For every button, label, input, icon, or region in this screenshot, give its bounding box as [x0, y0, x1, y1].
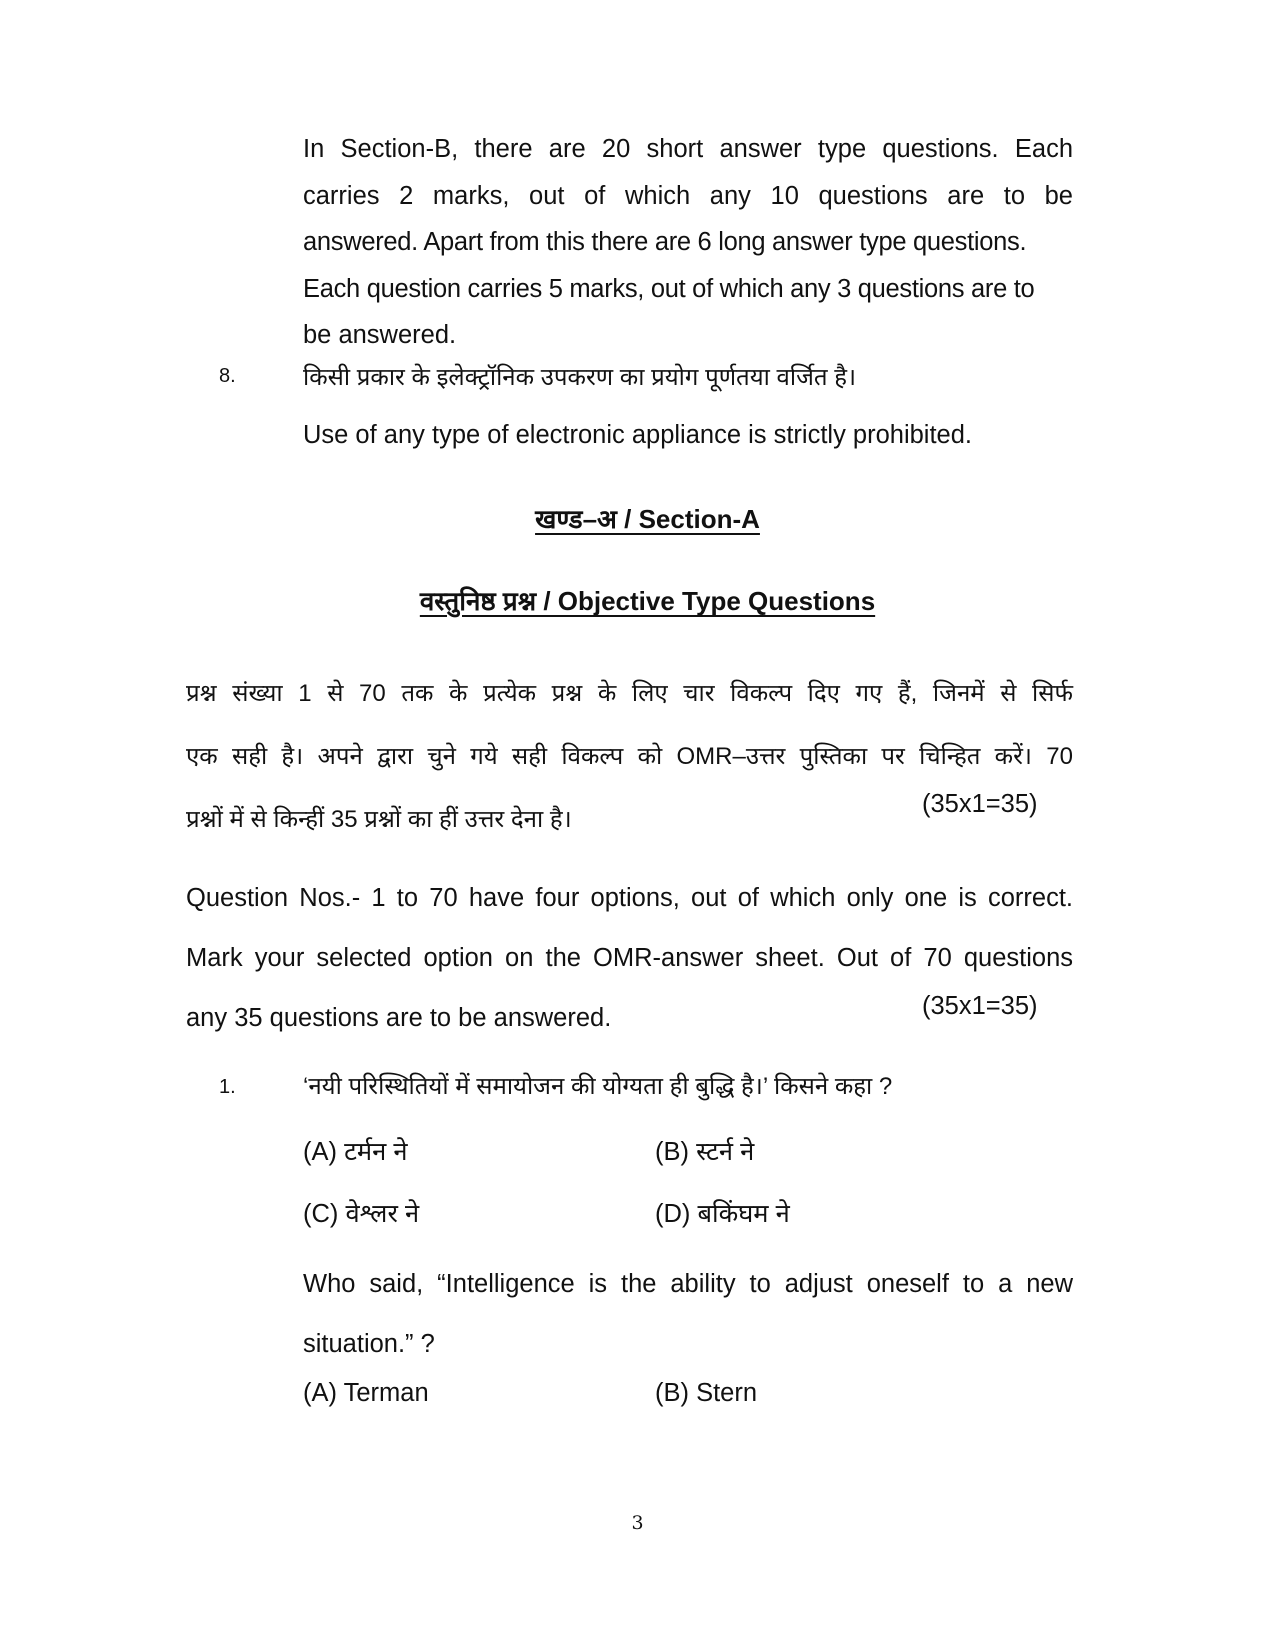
section-heading — [0, 500, 1275, 536]
english-instructions — [186, 868, 1073, 1048]
section-b-note-line: carries 2 marks, out of which any 10 questions are to be — [303, 181, 1073, 210]
section-b-note-line: Each question carries 5 marks, out of which any 3 questions are to — [303, 274, 1035, 303]
question-1-english-line: Who said, “Intelligence is the ability to adjust oneself to a new — [303, 1270, 1073, 1298]
instruction-8-hindi: किसी प्रकार के इलेक्ट्रॉनिक उपकरण का प्रयोग पूर्णतया वर्जित है। — [303, 364, 857, 391]
question-1-hindi: ‘नयी परिस्थितियों में समायोजन की योग्यता ही बुद्धि है।’ किसने कहा ? — [303, 1073, 893, 1100]
english-instruction-line: any 35 questions are to be answered. — [186, 1004, 612, 1032]
question-1-english-line: situation.” ? — [303, 1330, 435, 1358]
option-b-english: (B) Stern — [655, 1379, 758, 1407]
hindi-instructions-marks: (35x1=35) — [922, 790, 1038, 818]
english-instructions-marks: (35x1=35) — [922, 992, 1038, 1020]
page-number: 3 — [631, 1512, 644, 1534]
objective-heading — [0, 582, 1275, 618]
section-b-note-line: answered. Apart from this there are 6 long answer type questions. — [303, 228, 1027, 256]
question-number: 1. — [219, 1076, 236, 1098]
hindi-instruction-line: एक सही है। अपने द्वारा चुने गये सही विकल्प को OMR–उत्तर पुस्तिका पर चिन्हित करें। 70 — [186, 743, 1073, 770]
instruction-number: 8. — [219, 365, 236, 387]
english-instruction-line: Mark your selected option on the OMR-answer sheet. Out of 70 questions — [186, 944, 1073, 972]
english-instruction-line: Question Nos.- 1 to 70 have four options, out of which only one is correct. — [186, 884, 1073, 912]
option-b-hindi: (B) स्टर्न ने — [655, 1138, 755, 1166]
question-1-english — [303, 1254, 1073, 1374]
objective-heading-text: वस्तुनिष्ठ प्रश्न / Objective Type Questions — [419, 586, 876, 616]
instruction-8-english: Use of any type of electronic appliance is strictly prohibited. — [303, 421, 973, 449]
hindi-instruction-line: प्रश्नों में से किन्हीं 35 प्रश्नों का हीं उत्तर देना है। — [186, 806, 572, 833]
section-b-note-line: be answered. — [303, 321, 457, 349]
hindi-instructions — [186, 662, 1073, 851]
section-heading-text: खण्ड–अ / Section-A — [535, 504, 760, 534]
section-b-note-line: In Section-B, there are 20 short answer type questions. Each — [303, 135, 1073, 163]
section-b-note — [303, 126, 1073, 359]
hindi-instruction-line: प्रश्न संख्या 1 से 70 तक के प्रत्येक प्रश्न के लिए चार विकल्प दिए गए हैं, जिनमें से सिर्फ — [186, 680, 1073, 707]
option-a-english: (A) Terman — [303, 1379, 429, 1407]
option-d-hindi: (D) बकिंघम ने — [655, 1200, 790, 1228]
option-c-hindi: (C) वेश्लर ने — [303, 1200, 420, 1228]
option-a-hindi: (A) टर्मन ने — [303, 1138, 408, 1166]
